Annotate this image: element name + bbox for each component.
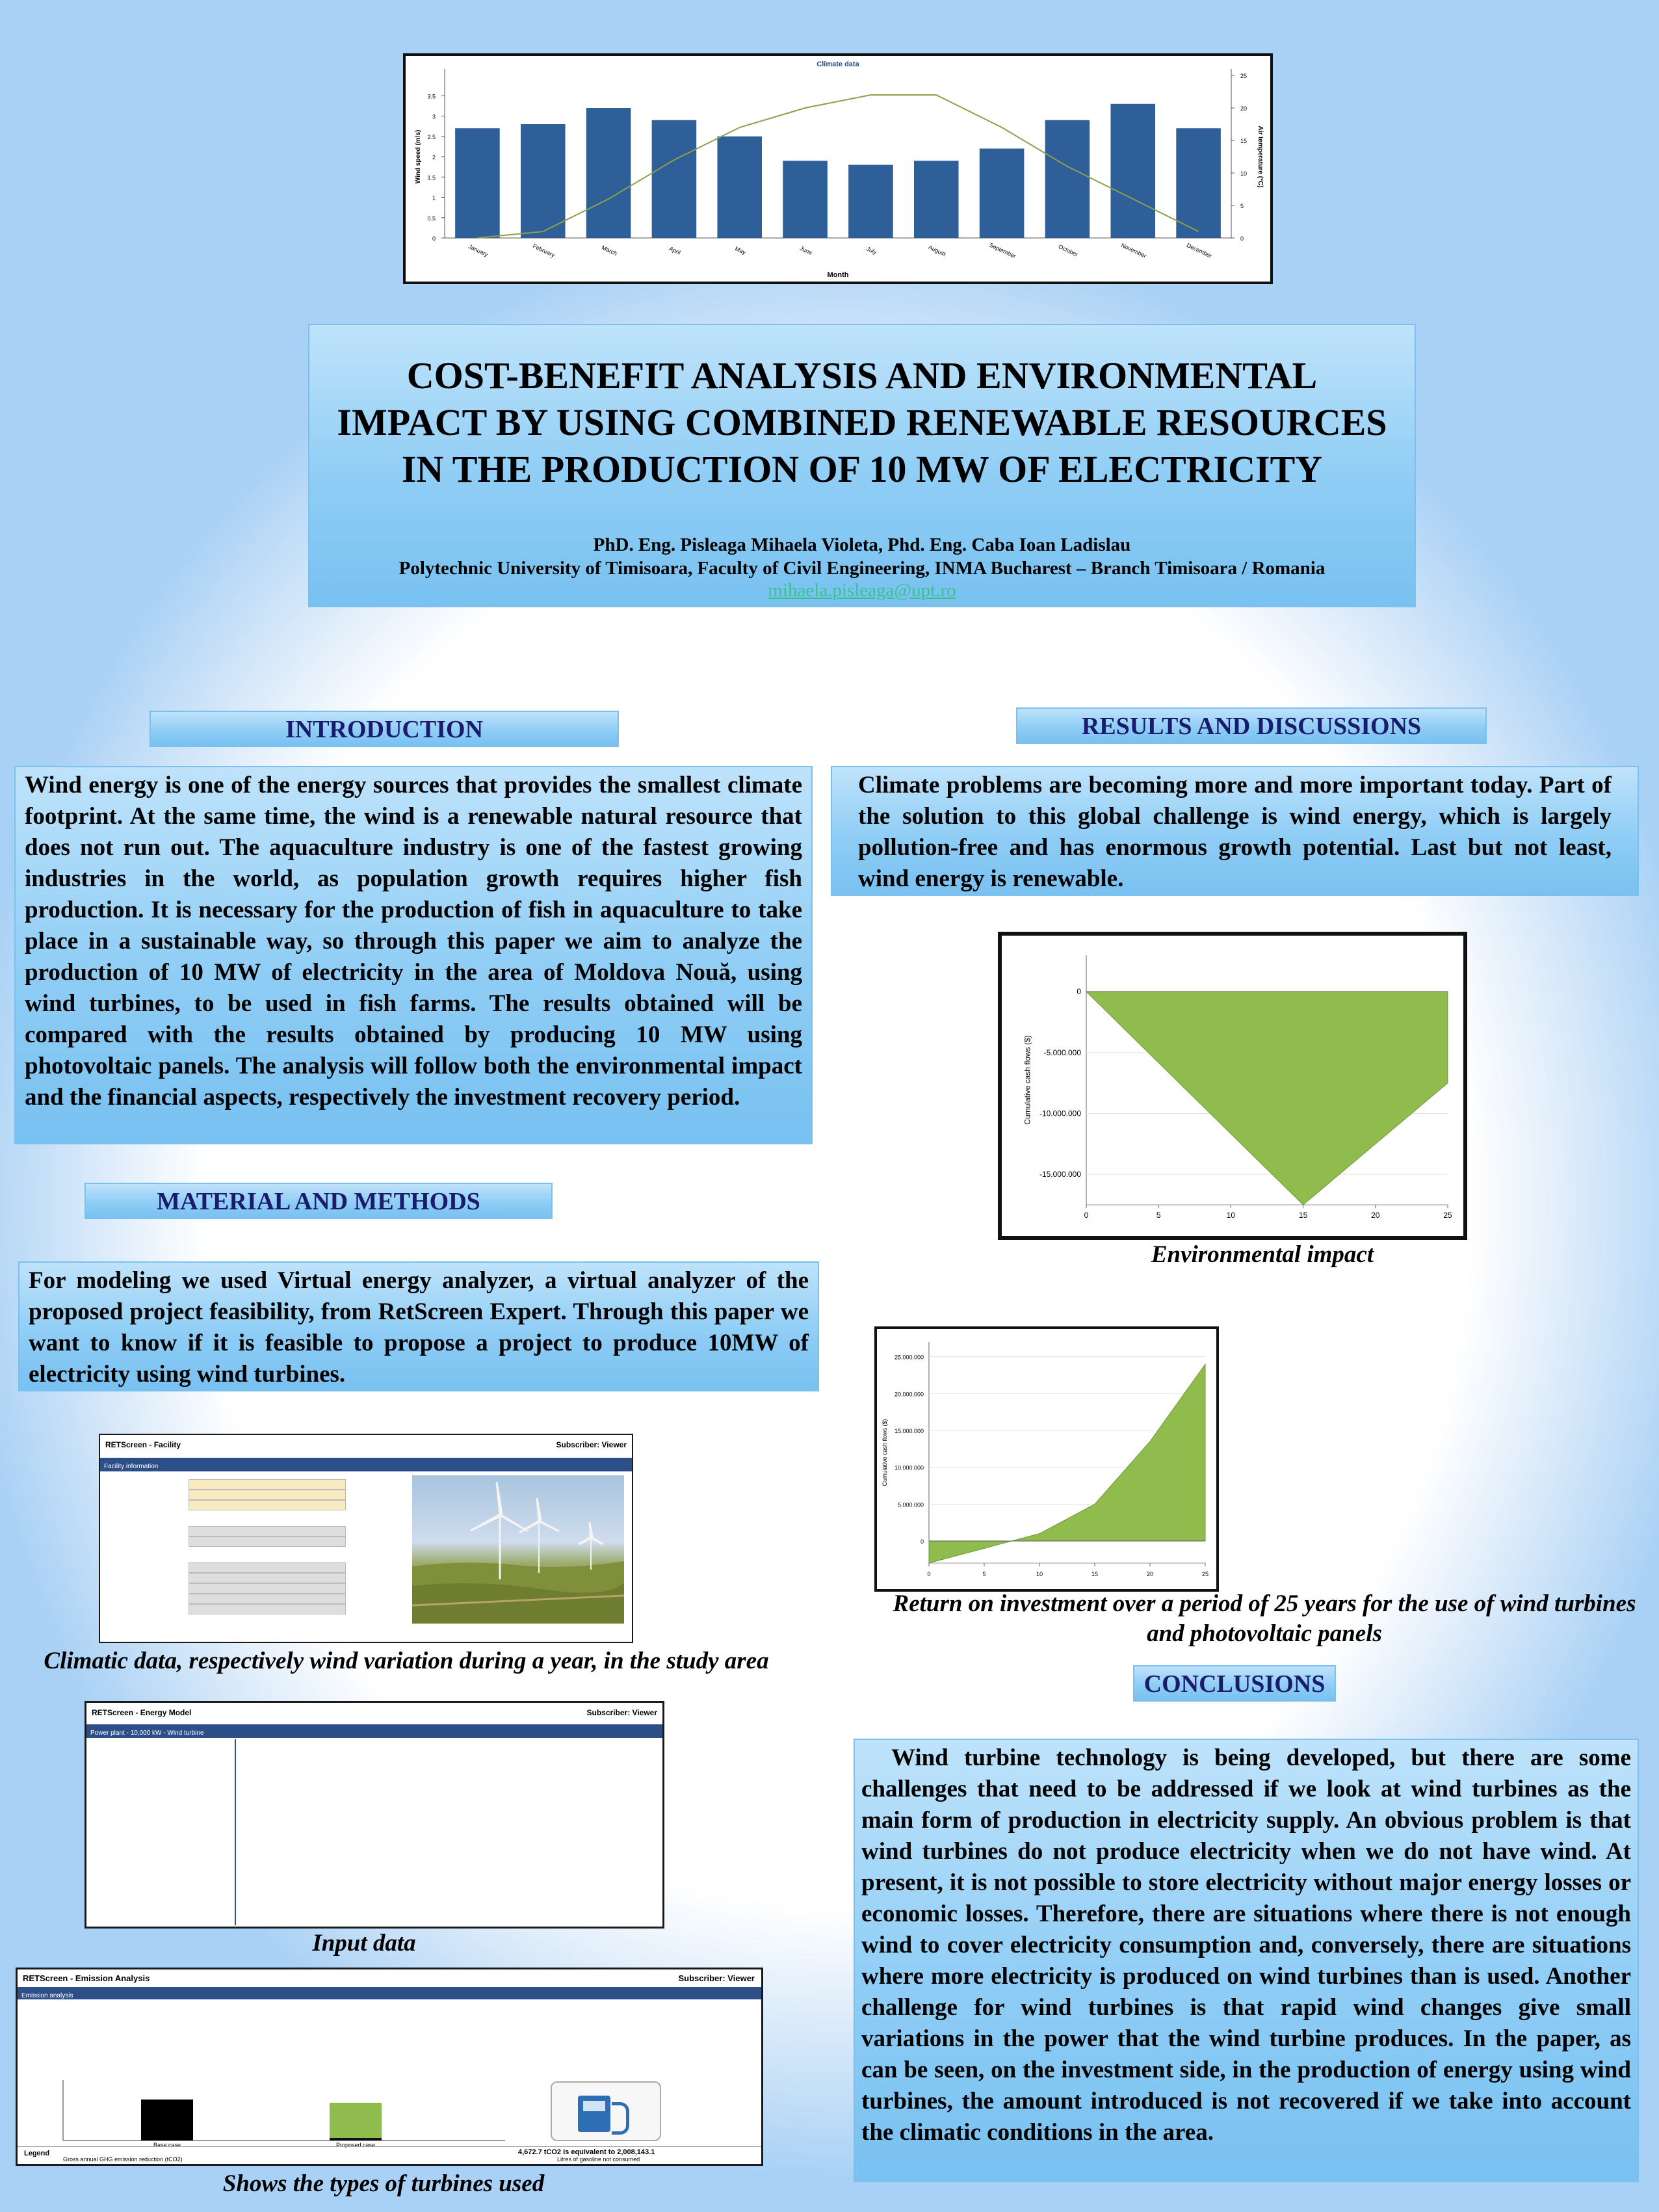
climate-ytick-5: 2.5 [427,133,436,140]
introduction-heading: INTRODUCTION [150,711,619,747]
climate-bar-6 [848,165,893,239]
climate-bar-5 [783,161,828,238]
climate-bar-0 [455,128,500,238]
energy-table [240,1742,661,1924]
climate-ytick-3: 1.5 [427,174,436,181]
authors: PhD. Eng. Pisleaga Mihaela Violeta, Phd. Eng. Caba Ioan Ladislau [593,534,1131,555]
climate-xtick-2: March [600,244,618,257]
energy-subscriber: Subscriber: Viewer [586,1708,657,1717]
wind-turbines-illustration [412,1475,624,1624]
energy-titlebar [86,1703,662,1726]
emission-legend-item: Gross annual GHG emission reduction (tCO2) [63,2156,183,2163]
emission-bar-label-1: Proposed case [335,2142,376,2148]
roi-xtick-3: 15 [1091,1571,1099,1577]
facility-field-value-9 [189,1604,346,1614]
env-xtick-0: 0 [1084,1211,1089,1220]
env-xtick-1: 5 [1156,1211,1161,1220]
environmental-caption: Environmental impact [1151,1241,1374,1268]
facility-caption: Climatic data, respectively wind variation during a year, in the study area [44,1648,769,1674]
emission-equivalence-unit: Litres of gasoline not consumed [557,2156,640,2163]
climate-xtick-11: December [1185,241,1213,259]
climate-y2tick-5: 25 [1240,73,1248,79]
emission-app-title: RETScreen - Emission Analysis [23,1973,150,1983]
climate-ytick-1: 0.5 [427,215,436,222]
climate-xtick-5: June [798,244,813,256]
climate-y2tick-1: 5 [1240,203,1244,209]
roi-y-label: Cumulative cash flows ($) [882,1419,889,1486]
climate-xtick-6: July [865,245,878,256]
header-box [308,324,1416,607]
title-line-2: IMPACT BY USING COMBINED RENEWABLE RESOURCES [337,401,1387,443]
emission-screenshot [16,1968,763,2166]
emission-legend: Legend [24,2150,50,2157]
facility-subheader-text: Facility information [104,1463,159,1470]
roi-caption: Return on investment over a period of 25 years for the use of wind turbines and photovoltaic panels [893,1590,1636,1647]
roi-ytick-0: 0 [920,1538,924,1545]
roi-ytick-1: 5.000.000 [897,1501,924,1508]
climate-xtick-8: September [988,241,1017,260]
facility-field-value-0 [189,1479,346,1490]
climate-bar-1 [521,124,566,238]
energy-subheader [86,1726,662,1738]
climate-xtick-3: April [668,244,682,256]
climate-chart-title: Climate data [816,60,859,68]
roi-chart [877,1329,1216,1589]
env-ytick-1: -5.000.000 [1043,1047,1081,1057]
env-ytick-2: -10.000.000 [1039,1109,1081,1118]
roi-xtick-1: 5 [982,1571,986,1577]
results-heading: RESULTS AND DISCUSSIONS [1016,707,1487,744]
climate-ytick-7: 3.5 [427,93,436,100]
facility-subheader [100,1460,632,1471]
climate-xtick-10: November [1120,241,1147,259]
climate-bar-11 [1176,128,1221,238]
email-link[interactable]: mihaela.pisleaga@upt.ro [768,580,956,601]
climate-bar-10 [1110,104,1155,238]
emission-bar-proposed [330,2103,382,2138]
roi-ytick-5: 25.000.000 [894,1354,924,1361]
methods-heading: MATERIAL AND METHODS [85,1183,553,1219]
facility-field-value-7 [189,1583,346,1594]
affiliation: Polytechnic University of Timisoara, Faculty of Civil Engineering, INMA Bucharest – Branch Timisoara / Romania [398,558,1326,579]
roi-xtick-0: 0 [927,1571,931,1577]
roi-xtick-5: 25 [1201,1571,1209,1577]
emission-equivalence: 4,672.7 tCO2 is equivalent to 2,008,143.1 [518,2148,655,2156]
emission-bar-chart [24,2077,518,2148]
facility-screenshot [99,1434,633,1643]
facility-field-value-5 [189,1562,346,1573]
env-xtick-4: 20 [1371,1211,1380,1220]
climate-y2tick-0: 0 [1240,235,1244,242]
facility-fields [105,1479,365,1635]
conclusions-text: Wind turbine technology is being developed, but there are some challenges that need to be addressed if we look at wind turbines as the main form of production in electricity supply. An obvious problem is that wind turbines do not produce electricity when we do not have wind. At present, it is not possible to store electricity without major energy losses or economic losses. Therefore, there are situations where there is not enough wind to cover electricity consumption and, conversely, there are situations where more electricity is produced on wind turbines than is used. Another challenge for wind turbines is that rapid wind changes give small variations in the power that the wind turbine produces. In the paper, as can be seen, on the investment side, in the production of energy using wind turbines, the amount introduced is not recovered if we take into account the climatic conditions in the area. [854,1739,1639,2182]
climate-xtick-1: February [532,243,556,259]
climate-x-label: Month [827,271,849,279]
facility-app-title: RETScreen - Facility [105,1440,181,1449]
env-xtick-2: 10 [1226,1211,1236,1220]
roi-area [929,1364,1205,1563]
facility-field-value-3 [189,1526,346,1536]
climate-xtick-4: May [734,245,747,256]
climate-xtick-7: August [927,243,947,257]
facility-titlebar [100,1435,632,1460]
gas-pump-icon [551,2081,661,2141]
title-line-1: COST-BENEFIT ANALYSIS AND ENVIRONMENTAL [406,354,1318,397]
climate-y2-label: Air temperature (°C) [1257,125,1264,188]
climate-ytick-6: 3 [432,113,436,120]
roi-chart-frame [874,1326,1219,1592]
emission-subscriber: Subscriber: Viewer [678,1973,755,1983]
climate-ytick-0: 0 [432,235,436,242]
conclusions-heading: CONCLUSIONS [1133,1665,1336,1702]
facility-field-value-6 [189,1573,346,1583]
facility-field-value-2 [189,1500,346,1510]
climate-xtick-9: October [1057,243,1079,258]
climate-bar-8 [980,149,1025,239]
climate-y2tick-3: 15 [1240,138,1248,144]
methods-text: For modeling we used Virtual energy analyzer, a virtual analyzer of the proposed project feasibility, from RetScreen Expert. Through this paper we want to know if it is feasible to propose a project to produce 10MW of electricity using wind turbines. [18,1261,819,1391]
env-ytick-3: -15.000.000 [1039,1170,1081,1179]
climate-xtick-0: January [467,243,490,258]
emission-footer [18,2146,761,2165]
climate-chart-frame [403,53,1273,284]
env-xtick-3: 15 [1298,1211,1308,1220]
energy-app-title: RETScreen - Energy Model [92,1708,192,1717]
emission-subheader-text: Emission analysis [21,1992,73,1999]
emission-rows [24,2003,479,2075]
climate-chart [406,56,1270,282]
title-line-3: IN THE PRODUCTION OF 10 MW OF ELECTRICITY [401,448,1323,490]
facility-field-value-8 [189,1594,346,1604]
energy-sidebar [86,1739,236,1925]
facility-field-value-4 [189,1536,346,1547]
env-y-label: Cumulative cash flows ($) [1023,1035,1032,1125]
env-area [1086,992,1448,1205]
environmental-chart [1002,936,1463,1236]
climate-y-label: Wind speed (m/s) [415,129,422,184]
emission-bar-label-0: Base case [153,2142,181,2148]
emission-titlebar [18,1969,761,1989]
roi-xtick-4: 20 [1146,1571,1154,1577]
climate-y2tick-4: 20 [1240,105,1248,112]
climate-temperature-line [477,95,1198,238]
climate-bar-9 [1045,120,1090,238]
emission-bar-base [141,2100,193,2140]
climate-ytick-2: 1 [432,194,436,202]
wind-farm-photo [412,1475,624,1624]
introduction-text: Wind energy is one of the energy sources that provides the smallest climate footprint. At the same time, the wind is a renewable natural resource that does not run out. The aquaculture industry is one of the fastest growing industries in the world, as population growth requires higher fish production. It is necessary for the production of fish in aquaculture to take place in a sustainable way, so through this paper we aim to analyze the production of 10 MW of electricity in the area of Moldova Nouă, using wind turbines, to be used in fish farms. The results obtained will be compared with the results obtained by producing 10 MW using photovoltaic panels. The analysis will follow both the environmental impact and the financial aspects, respectively the investment recovery period. [14,766,813,1144]
energy-subheader-text: Power plant - 10,000 kW - Wind turbine [90,1730,204,1737]
roi-ytick-2: 10.000.000 [894,1464,924,1471]
env-xtick-5: 25 [1443,1211,1452,1220]
climate-bar-4 [717,137,762,238]
climate-bar-2 [586,108,631,238]
environmental-chart-frame [998,932,1467,1240]
emission-subheader [18,1989,761,1999]
climate-y2tick-2: 10 [1240,170,1248,177]
emission-caption: Shows the types of turbines used [222,2170,545,2197]
climate-ytick-4: 2 [432,154,436,161]
facility-field-value-1 [189,1490,346,1500]
results-text: Climate problems are becoming more and more important today. Part of the solution to this global challenge is wind energy, which is largely pollution-free and has enormous growth potential. Last but not least, wind energy is renewable. [831,766,1639,896]
facility-subscriber: Subscriber: Viewer [556,1440,627,1449]
paper-title [309,352,1415,493]
env-ytick-0: 0 [1077,987,1081,997]
roi-ytick-4: 20.000.000 [894,1391,924,1398]
energy-model-screenshot [85,1701,664,1929]
climate-bar-7 [914,161,959,238]
energy-model-caption: Input data [312,1930,416,1956]
roi-ytick-3: 15.000.000 [894,1428,924,1434]
climate-bar-3 [652,120,697,238]
roi-xtick-2: 10 [1036,1571,1043,1577]
